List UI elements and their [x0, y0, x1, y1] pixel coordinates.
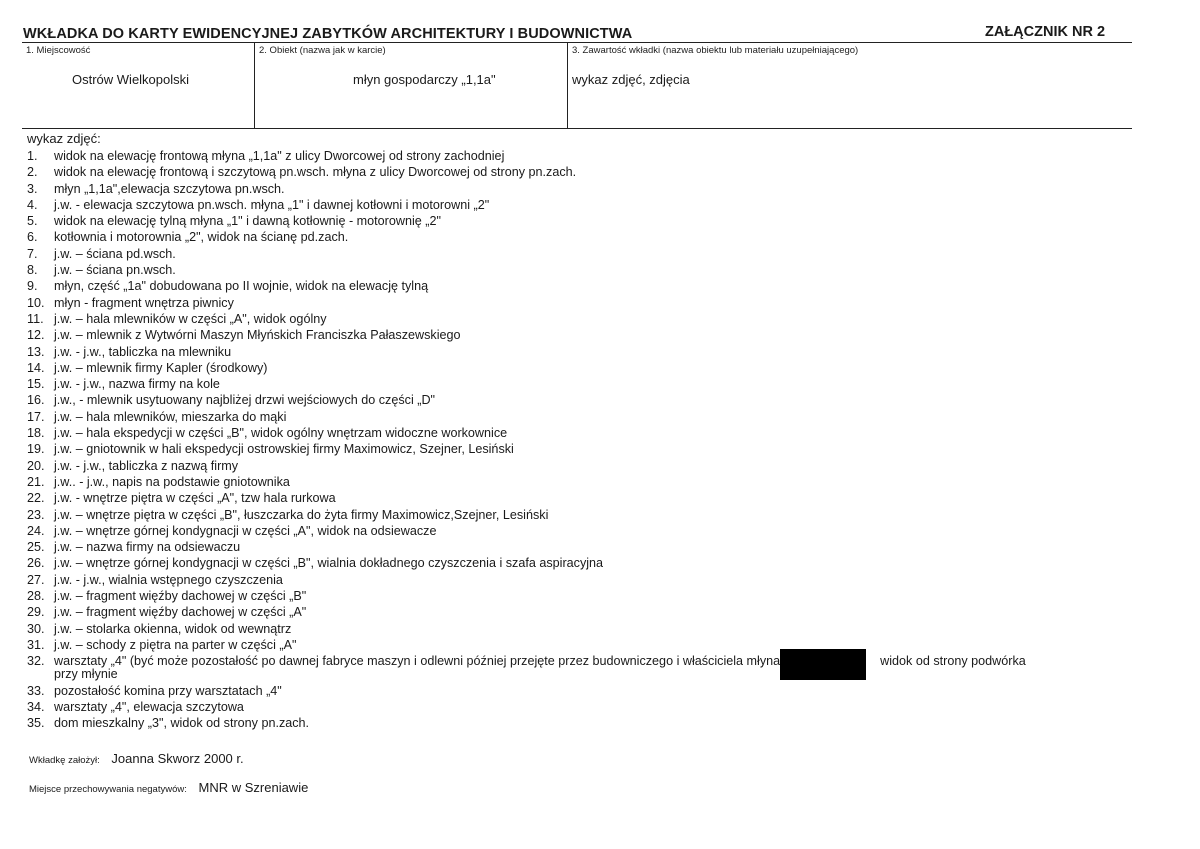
list-item-number: 18. — [27, 426, 45, 441]
list-item-text: kotłownia i motorownia „2", widok na ścianę pd.zach. — [54, 230, 349, 245]
list-item-number: 16. — [27, 393, 45, 408]
object-label: 2. Obiekt (nazwa jak w karcie) — [259, 45, 386, 56]
locality-value: Ostrów Wielkopolski — [72, 72, 190, 87]
list-item — [27, 715, 1147, 731]
list-item-number: 25. — [27, 540, 45, 555]
list-item — [27, 197, 1147, 213]
list-item-text: j.w. – gniotownik w hali ekspedycji ostrowskiej firmy Maximowicz, Szejner, Lesiński — [54, 442, 514, 457]
list-item — [27, 360, 1147, 376]
list-item-text: j.w. - wnętrze piętra w części „A", tzw hala rurkowa — [54, 491, 336, 506]
list-item — [27, 490, 1147, 506]
content-field — [567, 43, 1133, 128]
list-item-number: 34. — [27, 699, 45, 714]
locality-label: 1. Miejscowość — [26, 45, 91, 56]
list-item-number: 5. — [27, 214, 38, 229]
list-item-text: j.w. – wnętrze górnej kondygnacji w części „B", wialnia dokładnego czyszczenia i szafa aspiracyjna — [54, 556, 604, 571]
list-item-text: j.w. – schody z piętra na parter w części „A" — [54, 637, 297, 652]
list-item — [27, 392, 1147, 408]
negatives-storage-label: Miejsce przechowywania negatywów: — [29, 784, 187, 795]
list-item-number: 15. — [27, 377, 45, 392]
list-item-text: j.w. – wnętrze górnej kondygnacji w części „A", widok na odsiewacze — [54, 523, 437, 538]
list-item-number: 21. — [27, 474, 45, 489]
list-item — [27, 148, 1147, 164]
list-item — [27, 278, 1147, 294]
list-item-number: 29. — [27, 605, 45, 620]
list-item-text: j.w. - j.w., wialnia wstępnego czyszczenia — [54, 572, 283, 587]
list-item-number: 1. — [27, 149, 38, 163]
list-item-number: 13. — [27, 344, 45, 359]
list-item-text: młyn „1,1a",elewacja szczytowa pn.wsch. — [54, 181, 285, 196]
list-item — [27, 262, 1147, 278]
list-item-number: 23. — [27, 507, 45, 522]
list-item-text: j.w.. - j.w., napis na podstawie gniotownika — [54, 474, 290, 489]
photo-list — [27, 148, 1147, 731]
list-item — [27, 555, 1147, 571]
list-item — [27, 181, 1147, 197]
list-item-number: 7. — [27, 246, 38, 261]
list-item — [27, 458, 1147, 474]
list-item — [27, 409, 1147, 425]
redaction-block — [780, 649, 866, 680]
created-by-label: Wkładkę założył: — [29, 755, 100, 766]
list-item-number: 22. — [27, 491, 45, 506]
list-item-text: j.w. – fragment więźby dachowej w części „A" — [54, 605, 307, 620]
list-item-number: 24. — [27, 523, 45, 538]
object-value: młyn gospodarczy „1,1a" — [353, 72, 496, 87]
list-item — [27, 653, 1147, 682]
list-item-text — [54, 653, 1154, 682]
locality-field — [22, 43, 254, 128]
fields-box — [22, 43, 1132, 129]
list-item — [27, 474, 1147, 490]
list-item — [27, 683, 1147, 699]
negatives-storage-line — [29, 780, 308, 795]
list-item-text: j.w. – mlewnik z Wytwórni Maszyn Młyńskich Franciszka Pałaszewskiego — [54, 328, 461, 343]
list-item — [27, 523, 1147, 539]
object-field — [254, 43, 568, 128]
list-item-number: 19. — [27, 442, 45, 457]
list-item-text: j.w. – hala ekspedycji w części „B", widok ogólny wnętrzam widoczne workownice — [54, 426, 508, 441]
list-item-number: 27. — [27, 572, 45, 587]
list-item-number: 12. — [27, 328, 45, 343]
list-item — [27, 376, 1147, 392]
list-item-text: j.w. - j.w., tabliczka z nazwą firmy — [54, 458, 239, 473]
list-item-text: j.w. – mlewnik firmy Kapler (środkowy) — [54, 360, 268, 375]
list-item — [27, 311, 1147, 327]
list-item-text: widok na elewację frontową młyna „1,1a" z ulicy Dworcowej od strony zachodniej — [54, 149, 505, 163]
list-item-number: 10. — [27, 295, 45, 310]
list-item — [27, 539, 1147, 555]
list-item — [27, 588, 1147, 604]
list-item — [27, 699, 1147, 715]
created-by-value: Joanna Skworz 2000 r. — [111, 751, 244, 766]
content-value: wykaz zdjęć, zdjęcia — [572, 72, 690, 87]
list-item-text: widok na elewację tylną młyna „1" i dawną kotłownię - motorownię „2" — [54, 214, 441, 229]
list-item — [27, 327, 1147, 343]
list-item-text: warsztaty „4", elewacja szczytowa — [54, 699, 244, 714]
list-item-text: j.w. – hala mlewników, mieszarka do mąki — [54, 409, 287, 424]
list-item-text: j.w. – ściana pd.wsch. — [54, 246, 176, 261]
list-item-number: 11. — [27, 311, 44, 326]
list-item-number: 8. — [27, 263, 38, 278]
list-item-number: 26. — [27, 556, 45, 571]
list-item-text: j.w. – stolarka okienna, widok od wewnątrz — [54, 621, 292, 636]
list-item-number: 33. — [27, 683, 45, 698]
attachment-number: ZAŁĄCZNIK NR 2 — [985, 24, 1106, 40]
list-item-text: j.w. – wnętrze piętra w części „B", łuszczarka do żyta firmy Maximowicz,Szejner, Lesiński — [54, 507, 549, 522]
list-item-number: 4. — [27, 197, 38, 212]
list-item-number: 35. — [27, 716, 45, 731]
list-item-text-part: widok od strony podwórka — [880, 654, 1026, 669]
list-item — [27, 213, 1147, 229]
list-item — [27, 344, 1147, 360]
list-item — [27, 164, 1147, 180]
content-label: 3. Zawartość wkładki (nazwa obiektu lub materiału uzupełniającego) — [572, 45, 859, 56]
list-item-text: j.w. – ściana pn.wsch. — [54, 263, 176, 278]
list-item-text: widok na elewację frontową i szczytową pn.wsch. młyna z ulicy Dworcowej od strony pn.zach. — [54, 165, 577, 180]
list-item-text: j.w. – hala mlewników w części „A", widok ogólny — [54, 311, 327, 326]
list-item-text: dom mieszkalny „3", widok od strony pn.zach. — [54, 716, 310, 731]
list-item — [27, 621, 1147, 637]
list-item-number: 30. — [27, 621, 45, 636]
list-item-text: j.w. - j.w., tabliczka na mlewniku — [54, 344, 232, 359]
list-item — [27, 425, 1147, 441]
list-item-text: młyn - fragment wnętrza piwnicy — [54, 295, 234, 310]
list-item-text: młyn, część „1a" dobudowana po II wojnie, widok na elewację tylną — [54, 279, 429, 294]
created-by-line — [29, 751, 244, 766]
list-item — [27, 637, 1147, 653]
list-item — [27, 507, 1147, 523]
list-item-number: 32. — [27, 654, 45, 669]
list-item — [27, 229, 1147, 245]
list-item — [27, 572, 1147, 588]
list-item-number: 2. — [27, 165, 38, 180]
list-item-number: 17. — [27, 409, 45, 424]
list-item-text-continuation: przy młynie — [54, 667, 118, 682]
list-item-text: j.w. – fragment więźby dachowej w części „B" — [54, 589, 307, 604]
list-item — [27, 246, 1147, 262]
list-item-number: 14. — [27, 360, 45, 375]
photo-list-title: wykaz zdjęć: — [27, 131, 101, 146]
list-item-text: j.w., - mlewnik usytuowany najbliżej drzwi wejściowych do części „D" — [54, 393, 436, 408]
list-item — [27, 604, 1147, 620]
list-item-number: 3. — [27, 181, 38, 196]
list-item-number: 6. — [27, 230, 38, 245]
list-item-text: j.w. - elewacja szczytowa pn.wsch. młyna „1" i dawnej kotłowni i motorowni „2" — [54, 197, 490, 212]
list-item-number: 20. — [27, 458, 45, 473]
list-item — [27, 295, 1147, 311]
list-item-text: j.w. - j.w., nazwa firmy na kole — [54, 377, 220, 392]
list-item-number: 9. — [27, 279, 38, 294]
list-item — [27, 441, 1147, 457]
list-item-number: 31. — [27, 637, 45, 652]
list-item-number: 28. — [27, 589, 45, 604]
list-item-text: pozostałość komina przy warsztatach „4" — [54, 683, 282, 698]
list-item-text-part: warsztaty „4" (być może pozostałość po dawnej fabryce maszyn i odlewni później przejęte przez budowniczego i właściciela młyna — [54, 654, 781, 669]
negatives-storage-value: MNR w Szreniawie — [198, 780, 309, 795]
list-item-text: j.w. – nazwa firmy na odsiewaczu — [54, 540, 241, 555]
document-title: WKŁADKA DO KARTY EWIDENCYJNEJ ZABYTKÓW ARCHITEKTURY I BUDOWNICTWA — [23, 26, 633, 42]
